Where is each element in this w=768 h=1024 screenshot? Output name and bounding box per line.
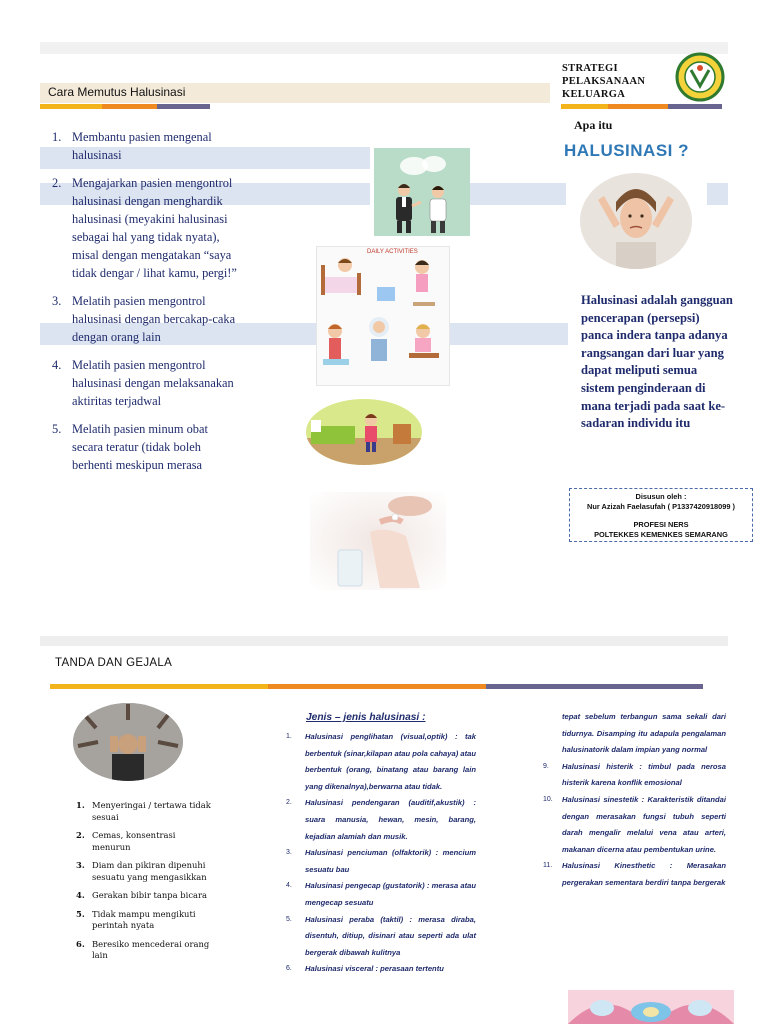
author-line: POLTEKKES KEMENKES SEMARANG [594,530,728,539]
stripe-purple [157,104,210,109]
list-number: 2. [286,799,292,807]
brand-line: PELAKSANAAN [562,76,646,87]
list-text: Halusinasi pendengaran (auditif,akustik) : suara manusia, hewan, mesin, barang, kejadian alamiah dan musik. [305,798,476,841]
list-item [76,909,216,932]
list-number: 4. [286,882,292,890]
list-number: 9. [543,762,549,770]
list-item [543,858,726,891]
list-item [76,939,216,962]
list-text: Tidak mampu mengikuti perintah nyata [92,908,196,930]
list-item [286,912,476,962]
woman-covering-ears-photo [566,166,707,276]
list-item [543,759,726,792]
stripe-yellow [40,104,102,109]
list-text: Membantu pasien mengenal halusinasi [72,130,212,162]
list-text: Mengajarkan pasien mengontrol halusinasi dengan menghardik halusinasi (meyakini halusinasi sebagai hal yang tidak nyata), misal dengan mengatakan “saya tidak dengar / lihat kamu, pergi!” [72,176,237,280]
list-item [52,174,237,282]
author-line: Disusun oleh : [635,492,687,501]
list-text: Melatih pasien mengontrol halusinasi dengan melaksanakan aktiritas terjadwal [72,358,234,408]
list-item [52,292,237,346]
stripe-orange [102,104,157,109]
list-text: Menyeringai / tertawa tidak sesuai [92,800,211,822]
list-text: Halusinasi pengecap (gustatorik) : merasa atau mengecap sesuatu [305,881,476,907]
list-number: 4. [76,890,85,900]
list-item [543,792,726,858]
section-title: TANDA DAN GEJALA [55,657,173,669]
list-text: Beresiko mencederai orang lain [92,938,210,960]
stripe-yellow [561,104,608,109]
brand-line: STRATEGI [562,63,618,74]
institution-logo [675,52,725,102]
sheet-divider [40,636,728,646]
brand-title [562,62,645,101]
conversation-illustration [374,148,470,236]
list-number: 5. [286,915,292,923]
list-item [76,830,216,853]
daily-activities-illustration [316,246,450,386]
list-number: 1. [52,130,62,144]
types-list [286,729,476,978]
list-number: 2. [76,830,85,840]
author-box [569,488,753,542]
top-band [40,42,728,54]
list-item [286,795,476,845]
types-list-continued [543,709,726,892]
stripe-yellow [50,684,268,689]
author-line: PROFESI NERS [633,520,689,529]
list-number: 1. [76,800,85,810]
section-title: Jenis – jenis halusinasi : [306,712,426,723]
list-number: 2. [52,176,62,190]
list-number: 6. [286,965,292,973]
list-item [286,729,476,795]
illustration-caption: DAILY ACTIVITIES [367,249,418,255]
list-item [52,128,237,164]
bedroom-illustration [305,398,423,466]
list-text: Halusinasi visceral : perasaan tertentu [305,964,444,974]
list-text: Cemas, konsentrasi menurun [92,830,176,852]
list-number: 1. [286,733,292,740]
section-title: Cara Memutus Halusinasi [48,85,186,99]
symptoms-list [76,800,216,969]
types-list [543,759,726,892]
list-number: 6. [76,938,85,949]
list-item [76,860,216,883]
definition-text: Halusinasi adalah gangguan pencerapan (persepsi) panca indera tanpa adanya rangsangan dari luar yang dapat meliputi semua sistem penginderaan di mana terjadi pada saat ke-sadaran individu itu [581,293,733,431]
author-line: Nur Azizah Faelasufah ( P1337420918099 ) [586,502,736,511]
list-text: Halusinasi penciuman (olfaktorik) : mencium sesuatu bau [305,848,476,874]
list-number: 3. [76,860,85,870]
list-item [76,800,216,823]
list-number: 3. [286,849,292,857]
subtitle: Apa itu [574,118,613,132]
list-number: 3. [52,294,62,308]
decorative-illustration [568,990,734,1024]
page-title: HALUSINASI ? [564,141,689,160]
stripe-purple [486,684,703,689]
stripe-orange [268,684,486,689]
list-number: 5. [76,908,85,919]
list-item [76,890,216,902]
list-text: Gerakan bibir tanpa bicara [92,890,208,900]
list-text: Melatih pasien mengontrol halusinasi dengan bercakap-caka dengan orang lain [72,294,236,344]
continuation-text: tepat sebelum terbangun sama sekali dari tidurnya. Disamping itu adapula pengalaman halusinatorik dalam impian yang normal [562,712,726,755]
list-item [286,845,476,878]
list-text: Halusinasi penglihatan (visual,optik) : tak berbentuk (sinar,kilapan atau pola cahaya) atau berbentuk (orang, binatang atau barang lain yang dikenalnya),berwarna atau tidak. [305,732,476,791]
medication-photo [310,492,446,590]
list-text: Halusinasi histerik : timbul pada nerosa histerik karena konflik emosional [562,761,726,788]
list-text: Halusinasi Kinesthetic : Merasakan pergerakan sementara berdiri tanpa bergerak [562,861,726,887]
background-band [448,323,568,345]
distressed-man-illustration [72,702,184,782]
list-item [52,356,237,410]
list-number: 10. [543,795,553,803]
brand-line: KELUARGA [562,89,626,100]
steps-list [52,128,237,484]
stripe-orange [608,104,668,109]
stripe-purple [668,104,722,109]
list-number: 4. [52,358,62,372]
list-item [286,961,476,978]
list-item [52,420,237,474]
list-number: 5. [52,422,62,436]
list-item [286,878,476,911]
list-text: Halusinasi peraba (taktil) : merasa diraba, disentuh, ditiup, disinari atau seperti ada ulat bergerak dibawah kulitnya [305,914,476,957]
list-number: 11. [543,862,553,870]
list-text: Halusinasi sinestetik : Karakteristik ditandai dengan merasakan fungsi tubuh seperti darah mengalir melalui vena atau arteri, makanan dicerna atau pembentukan urine. [562,794,726,854]
list-text: Melatih pasien minum obat secara teratur (tidak boleh berhenti meskipun merasa [72,422,208,472]
list-text: Diam dan pikiran dipenuhi sesuatu yang mengasikkan [92,860,207,882]
